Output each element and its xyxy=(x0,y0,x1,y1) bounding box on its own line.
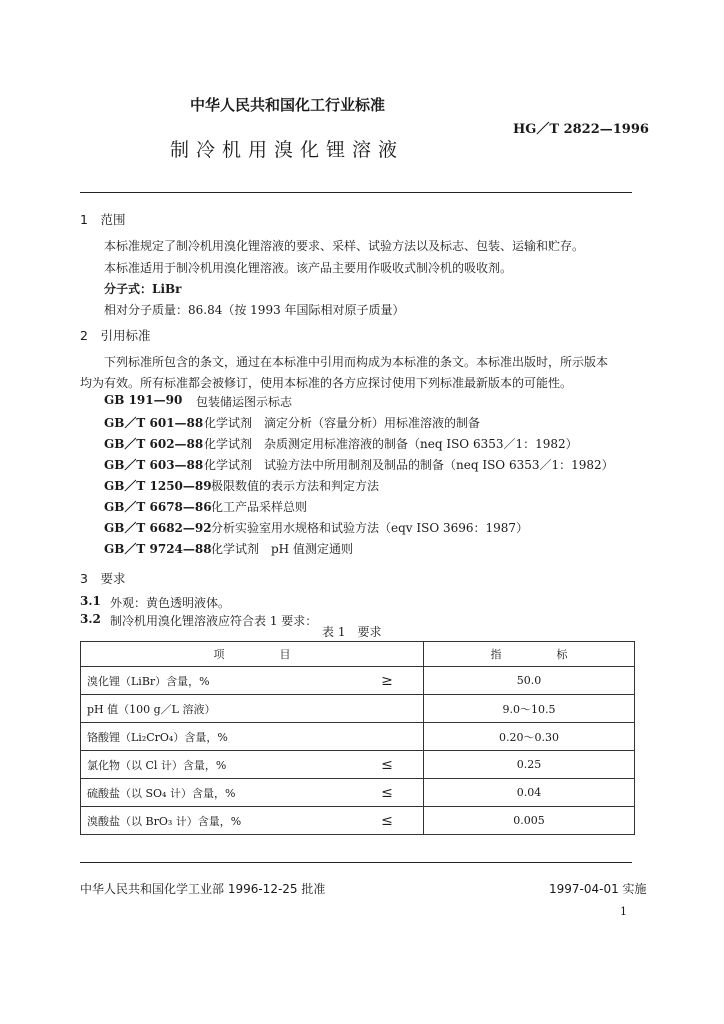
ref-title: 化工产品采样总则 xyxy=(211,500,308,514)
row-symbol xyxy=(351,695,424,723)
table-header-index: 指 标 xyxy=(424,642,635,667)
section-1-heading: 1 范围 xyxy=(80,212,126,227)
row-symbol: ≤ xyxy=(351,751,424,779)
row-symbol: ≤ xyxy=(351,779,424,807)
table-caption: 表 1 要求 xyxy=(322,625,382,639)
row-value: 0.25 xyxy=(424,751,635,779)
table-row xyxy=(81,779,635,807)
row-item: 氯化物（以 Cl 计）含量，% xyxy=(81,751,352,779)
item-3-2-number: 3.2 xyxy=(80,612,101,626)
ref-code: GB／T 602—88 xyxy=(104,437,204,451)
ref-title: 包装储运图示标志 xyxy=(196,395,293,409)
ref-title: 分析实验室用水规格和试验方法（eqv ISO 3696：1987） xyxy=(211,521,529,535)
molecular-mass: 相对分子质量：86.84（按 1993 年国际相对原子质量） xyxy=(104,303,405,317)
header-rule xyxy=(80,192,632,193)
approval-line: 中华人民共和国化学工业部 1996-12-25 批准 xyxy=(80,882,326,896)
section-1-line-1: 本标准规定了制冷机用溴化锂溶液的要求、采样、试验方法以及标志、包装、运输和贮存。 xyxy=(104,239,585,253)
table-header-item: 项 目 xyxy=(81,642,424,667)
section-2-intro-2: 均为有效。所有标准都会被修订，使用本标准的各方应探讨使用下列标准最新版本的可能性。 xyxy=(80,376,573,390)
row-value: 9.0～10.5 xyxy=(424,695,635,723)
section-2-heading: 2 引用标准 xyxy=(80,328,151,343)
ref-title: 化学试剂 杂质测定用标准溶液的制备（neq ISO 6353／1：1982） xyxy=(204,437,578,451)
row-item: pH 值（100 g／L 溶液） xyxy=(81,695,352,723)
row-value: 0.005 xyxy=(424,807,635,835)
ref-code: GB／T 6678—86 xyxy=(104,500,212,514)
section-1-line-2: 本标准适用于制冷机用溴化锂溶液。该产品主要用作吸收式制冷机的吸收剂。 xyxy=(104,261,513,275)
document-title: 制冷机用溴化锂溶液 xyxy=(170,139,405,161)
table-row xyxy=(81,723,635,751)
standard-org-title: 中华人民共和国化工行业标准 xyxy=(190,96,386,114)
table-header-row xyxy=(81,642,635,667)
ref-code: GB／T 9724—88 xyxy=(104,542,212,556)
ref-code: GB／T 1250—89 xyxy=(104,479,212,493)
standard-code: HG／T 2822—1996 xyxy=(513,122,649,137)
molecular-formula: 分子式：LiBr xyxy=(104,282,182,296)
item-3-2-text: 制冷机用溴化锂溶液应符合表 1 要求： xyxy=(110,614,318,628)
ref-title: 化学试剂 试验方法中所用制剂及制品的制备（neq ISO 6353／1：1982） xyxy=(204,458,614,472)
section-2-intro-1: 下列标准所包含的条文，通过在本标准中引用而构成为本标准的条文。本标准出版时，所示版本 xyxy=(104,355,609,369)
table-row xyxy=(81,751,635,779)
ref-title: 化学试剂 pH 值测定通则 xyxy=(211,542,353,556)
row-symbol xyxy=(351,723,424,751)
effective-date: 1997-04-01 实施 xyxy=(549,882,647,896)
footer-rule xyxy=(80,862,632,863)
row-item: 溴化锂（LiBr）含量，% xyxy=(81,667,352,695)
row-symbol: ≤ xyxy=(351,807,424,835)
row-item: 溴酸盐（以 BrO₃ 计）含量，% xyxy=(81,807,352,835)
table-row xyxy=(81,807,635,835)
ref-code: GB／T 603—88 xyxy=(104,458,204,472)
section-3-heading: 3 要求 xyxy=(80,571,126,586)
ref-code: GB 191—90 xyxy=(104,393,183,407)
row-value: 0.20～0.30 xyxy=(424,723,635,751)
item-3-1-number: 3.1 xyxy=(80,594,101,608)
row-item: 铬酸锂（Li₂CrO₄）含量，% xyxy=(81,723,352,751)
item-3-1-text: 外观：黄色透明液体。 xyxy=(110,596,231,610)
row-item: 硫酸盐（以 SO₄ 计）含量，% xyxy=(81,779,352,807)
row-value: 0.04 xyxy=(424,779,635,807)
table-row xyxy=(81,695,635,723)
row-symbol: ≥ xyxy=(351,667,424,695)
ref-code: GB／T 601—88 xyxy=(104,416,204,430)
ref-title: 化学试剂 滴定分析（容量分析）用标准溶液的制备 xyxy=(204,416,481,430)
page-number: 1 xyxy=(620,905,627,918)
ref-code: GB／T 6682—92 xyxy=(104,521,212,535)
requirements-table xyxy=(80,641,635,835)
table-row xyxy=(81,667,635,695)
ref-title: 极限数值的表示方法和判定方法 xyxy=(211,479,380,493)
row-value: 50.0 xyxy=(424,667,635,695)
